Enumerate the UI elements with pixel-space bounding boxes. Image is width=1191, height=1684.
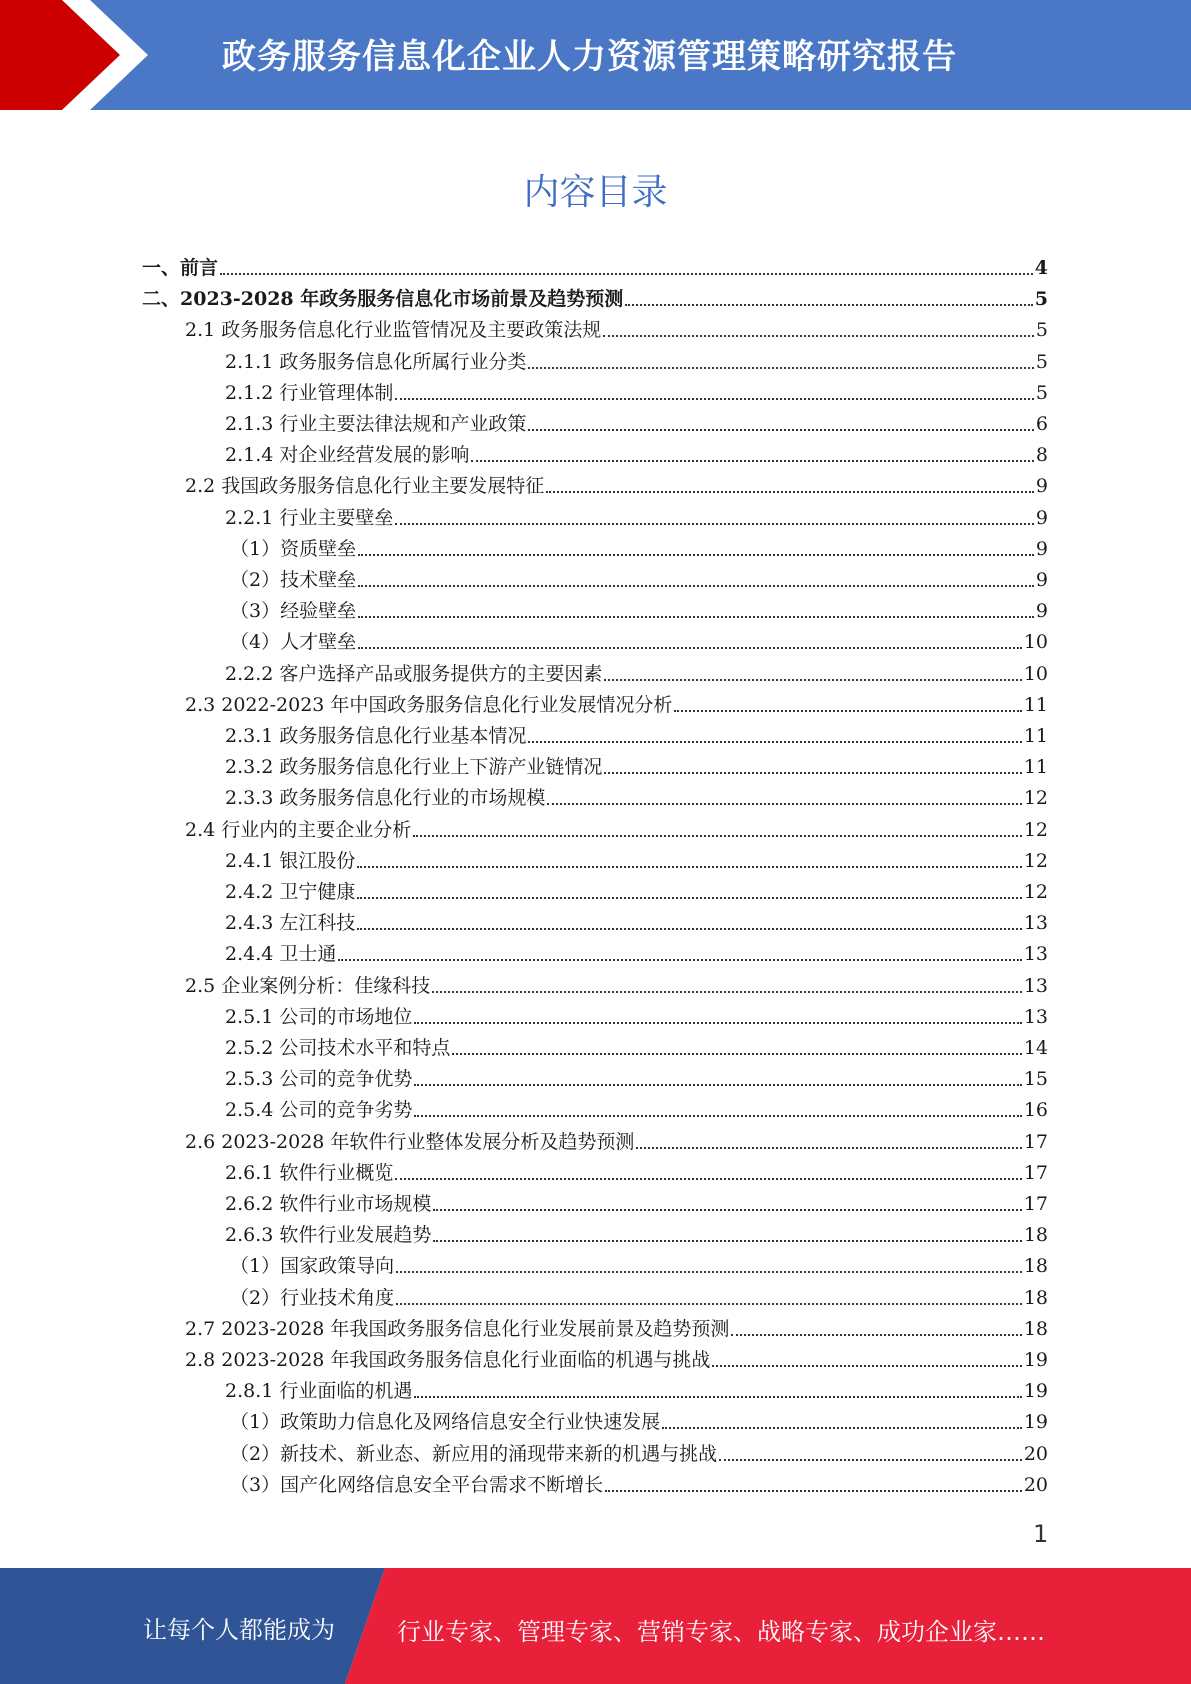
toc-leader-dots	[605, 1490, 1022, 1492]
toc-leader-dots	[433, 1209, 1021, 1211]
toc-entry-label: 2.5.3 公司的竞争优势	[225, 1068, 413, 1091]
toc-entry-page: 18	[1023, 1317, 1048, 1340]
toc-entry-page: 13	[1023, 974, 1048, 997]
toc-entry-page: 12	[1023, 849, 1048, 872]
toc-entry-page: 20	[1023, 1473, 1048, 1496]
toc-leader-dots	[414, 1115, 1021, 1117]
toc-entry-page: 18	[1023, 1224, 1048, 1247]
toc-entry-label: 2.4.3 左江科技	[225, 912, 356, 935]
toc-leader-dots	[452, 1053, 1021, 1055]
page-number: 1	[1033, 1520, 1049, 1548]
toc-leader-dots	[662, 1427, 1022, 1429]
toc-leader-dots	[357, 866, 1021, 868]
toc-entry-label: 2.8 2023-2028 年我国政务服务信息化行业面临的机遇与挑战	[185, 1349, 711, 1371]
toc-entry-page: 9	[1035, 569, 1048, 591]
toc-leader-dots	[432, 991, 1022, 993]
toc-entry-page: 13	[1023, 1005, 1048, 1028]
toc-entry[interactable]	[185, 318, 1048, 342]
toc-leader-dots	[358, 647, 1022, 649]
chevron-logo-icon	[0, 0, 150, 110]
toc-entry[interactable]	[225, 724, 1048, 748]
toc-entry-label: 2.3.2 政务服务信息化行业上下游产业链情况	[225, 756, 603, 779]
toc-leader-dots	[604, 679, 1021, 681]
toc-entry[interactable]	[230, 1473, 1048, 1497]
toc-entry-page: 12	[1023, 787, 1048, 810]
toc-entry[interactable]	[230, 599, 1048, 623]
toc-leader-dots	[603, 335, 1034, 337]
toc-entry[interactable]	[225, 1379, 1048, 1403]
toc-entry-page: 15	[1023, 1068, 1048, 1091]
toc-entry[interactable]	[225, 942, 1048, 966]
toc-entry-page: 5	[1035, 381, 1048, 404]
toc-entry[interactable]	[225, 1067, 1048, 1091]
toc-entry[interactable]	[225, 911, 1048, 935]
toc-entry-label: 2.5.2 公司技术水平和特点	[225, 1037, 451, 1059]
toc-entry[interactable]	[185, 1348, 1048, 1372]
toc-entry-label: 2.6.1 软件行业概览	[225, 1161, 394, 1184]
toc-entry-label: 2.1.1 政务服务信息化所属行业分类	[225, 350, 527, 373]
toc-entry[interactable]	[225, 662, 1048, 686]
toc-leader-dots	[414, 1022, 1021, 1024]
toc-leader-dots	[731, 1334, 1021, 1336]
toc-entry[interactable]	[225, 1005, 1048, 1029]
toc-entry-page: 18	[1023, 1255, 1048, 1278]
toc-entry[interactable]	[185, 1317, 1048, 1341]
toc-leader-dots	[528, 367, 1034, 369]
toc-entry[interactable]	[230, 630, 1048, 654]
toc-leader-dots	[358, 554, 1034, 556]
toc-leader-dots	[358, 585, 1034, 587]
toc-entry-label: 2.2.2 客户选择产品或服务提供方的主要因素	[225, 662, 603, 685]
footer-slogan-right: 行业专家、管理专家、营销专家、战略专家、成功企业家……	[397, 1618, 1045, 1646]
toc-leader-dots	[712, 1365, 1021, 1367]
toc-entry[interactable]	[185, 474, 1048, 498]
toc-entry-label: 2.1.4 对企业经营发展的影响	[225, 444, 470, 467]
toc-entry[interactable]	[225, 849, 1048, 873]
toc-entry-label: 2.4.1 银江股份	[225, 849, 356, 872]
toc-leader-dots	[604, 772, 1021, 774]
toc-entry[interactable]	[225, 506, 1048, 530]
toc-entry-page: 8	[1035, 444, 1048, 467]
toc-entry[interactable]	[230, 1286, 1048, 1310]
toc-entry[interactable]	[225, 786, 1048, 810]
toc-entry-label: 2.6 2023-2028 年软件行业整体发展分析及趋势预测	[185, 1130, 635, 1153]
toc-entry-page: 10	[1023, 631, 1048, 654]
toc-leader-dots	[625, 304, 1033, 306]
toc-entry[interactable]	[225, 880, 1048, 904]
toc-entry[interactable]	[225, 1223, 1048, 1247]
toc-entry[interactable]	[230, 1410, 1048, 1434]
footer-banner	[0, 1568, 1191, 1684]
toc-leader-dots	[357, 928, 1021, 930]
toc-entry-label: 2.4.2 卫宁健康	[225, 881, 356, 903]
toc-entry-label: （2）行业技术角度	[230, 1286, 395, 1309]
toc-leader-dots	[528, 741, 1021, 743]
toc-entry[interactable]	[225, 350, 1048, 374]
toc-entry-label: 2.2 我国政务服务信息化行业主要发展特征	[185, 475, 545, 498]
toc-leader-dots	[528, 429, 1034, 431]
toc-entry[interactable]	[225, 381, 1048, 405]
toc-entry-page: 16	[1023, 1099, 1048, 1122]
toc-entry-label: 二、2023-2028 年政务服务信息化市场前景及趋势预测	[142, 288, 624, 311]
toc-entry-page: 5	[1035, 350, 1048, 373]
toc-leader-dots	[414, 1084, 1021, 1086]
toc-entry[interactable]	[230, 1254, 1048, 1278]
toc-entry[interactable]	[230, 1442, 1048, 1466]
toc-leader-dots	[357, 897, 1021, 899]
toc-entry[interactable]	[225, 755, 1048, 779]
toc-entry-page: 19	[1023, 1411, 1048, 1434]
toc-entry-page: 20	[1023, 1442, 1048, 1465]
toc-entry-page: 17	[1023, 1193, 1048, 1215]
toc-entry[interactable]	[142, 256, 1048, 280]
toc-leader-dots	[358, 616, 1034, 618]
toc-entry-label: 一、前言	[142, 257, 219, 279]
toc-entry-label: （2）技术壁垒	[230, 569, 357, 591]
toc-entry-page: 13	[1023, 912, 1048, 935]
toc-leader-dots	[414, 1396, 1021, 1398]
toc-entry-label: 2.6.2 软件行业市场规模	[225, 1193, 432, 1215]
toc-entry-label: （1）政策助力信息化及网络信息安全行业快速发展	[230, 1411, 661, 1434]
toc-entry-label: （4）人才壁垒	[230, 631, 357, 654]
toc-entry[interactable]	[230, 568, 1048, 592]
toc-entry-page: 5	[1035, 319, 1048, 342]
toc-entry-page: 9	[1035, 506, 1048, 529]
toc-entry-label: 2.3 2022-2023 年中国政务服务信息化行业发展情况分析	[185, 693, 673, 716]
toc-entry-label: 2.8.1 行业面临的机遇	[225, 1380, 413, 1403]
toc-entry-page: 4	[1034, 257, 1048, 279]
toc-entry[interactable]	[185, 974, 1048, 998]
toc-entry[interactable]	[225, 412, 1048, 436]
toc-entry-label: 2.7 2023-2028 年我国政务服务信息化行业发展前景及趋势预测	[185, 1317, 730, 1340]
toc-entry-page: 11	[1023, 693, 1048, 716]
toc-entry-page: 17	[1023, 1130, 1048, 1153]
toc-leader-dots	[395, 1178, 1021, 1180]
toc-entry[interactable]	[225, 1036, 1048, 1060]
toc-entry-label: （3）经验壁垒	[230, 600, 357, 623]
toc-entry-page: 9	[1035, 475, 1048, 498]
toc-entry-page: 9	[1035, 600, 1048, 623]
toc-entry-page: 19	[1023, 1380, 1048, 1403]
toc-entry-page: 5	[1034, 288, 1048, 311]
toc-entry[interactable]	[225, 443, 1048, 467]
toc-entry-label: 2.6.3 软件行业发展趋势	[225, 1224, 432, 1247]
toc-entry-label: （3）国产化网络信息安全平台需求不断增长	[230, 1473, 604, 1496]
toc-entry-page: 12	[1023, 881, 1048, 903]
toc-leader-dots	[396, 1303, 1022, 1305]
toc-entry-page: 6	[1035, 413, 1048, 435]
header-banner	[0, 0, 1191, 110]
toc-entry[interactable]	[225, 1161, 1048, 1185]
toc-entry-page: 9	[1035, 537, 1048, 560]
toc-entry[interactable]	[225, 1098, 1048, 1122]
toc-entry[interactable]	[185, 693, 1048, 717]
toc-entry-label: 2.3.3 政务服务信息化行业的市场规模	[225, 787, 546, 810]
toc-entry-label: 2.2.1 行业主要壁垒	[225, 506, 394, 529]
toc-entry-page: 14	[1023, 1037, 1048, 1059]
toc-entry-label: 2.1.3 行业主要法律法规和产业政策	[225, 413, 527, 435]
toc-leader-dots	[471, 460, 1034, 462]
toc-entry[interactable]	[185, 818, 1048, 842]
toc-entry-label: 2.4 行业内的主要企业分析	[185, 818, 412, 841]
toc-leader-dots	[546, 491, 1034, 493]
toc-entry-label: （2）新技术、新业态、新应用的涌现带来新的机遇与挑战	[230, 1442, 718, 1465]
toc-leader-dots	[674, 710, 1021, 712]
report-title: 政务服务信息化企业人力资源管理策略研究报告	[222, 37, 957, 77]
toc-entry[interactable]	[225, 1192, 1048, 1216]
toc-leader-dots	[547, 803, 1021, 805]
toc-leader-dots	[396, 1271, 1022, 1273]
toc-leader-dots	[338, 959, 1021, 961]
toc-entry-label: 2.3.1 政务服务信息化行业基本情况	[225, 725, 527, 747]
toc-leader-dots	[433, 1240, 1021, 1242]
toc-entry-label: 2.1.2 行业管理体制	[225, 381, 394, 404]
toc-entry-page: 11	[1023, 725, 1048, 747]
toc-entry[interactable]	[230, 537, 1048, 561]
footer-slogan-left: 让每个人都能成为	[143, 1616, 335, 1644]
toc-leader-dots	[220, 273, 1033, 275]
toc-leader-dots	[413, 835, 1022, 837]
toc-entry-page: 11	[1023, 756, 1048, 779]
toc-entry-label: （1）资质壁垒	[230, 537, 357, 560]
toc-entry-page: 13	[1023, 943, 1048, 966]
toc-leader-dots	[719, 1459, 1022, 1461]
toc-entry-label: 2.5.4 公司的竞争劣势	[225, 1099, 413, 1122]
toc-leader-dots	[395, 398, 1034, 400]
toc-entry-page: 17	[1023, 1161, 1048, 1184]
toc-entry-label: 2.4.4 卫士通	[225, 943, 337, 966]
toc-entry-label: 2.5 企业案例分析：佳缘科技	[185, 974, 431, 997]
toc-entry[interactable]	[142, 287, 1048, 311]
toc-entry-page: 19	[1023, 1349, 1048, 1371]
toc-entry-page: 12	[1023, 818, 1048, 841]
toc-leader-dots	[395, 523, 1034, 525]
toc-entry-page: 10	[1023, 662, 1048, 685]
toc-heading: 内容目录	[523, 172, 668, 213]
toc-entry-label: 2.1 政务服务信息化行业监管情况及主要政策法规	[185, 319, 602, 342]
toc-entry-label: （1）国家政策导向	[230, 1255, 395, 1278]
toc-entry[interactable]	[185, 1130, 1048, 1154]
toc-entry-page: 18	[1023, 1286, 1048, 1309]
toc-leader-dots	[636, 1147, 1021, 1149]
toc-entry-label: 2.5.1 公司的市场地位	[225, 1005, 413, 1028]
